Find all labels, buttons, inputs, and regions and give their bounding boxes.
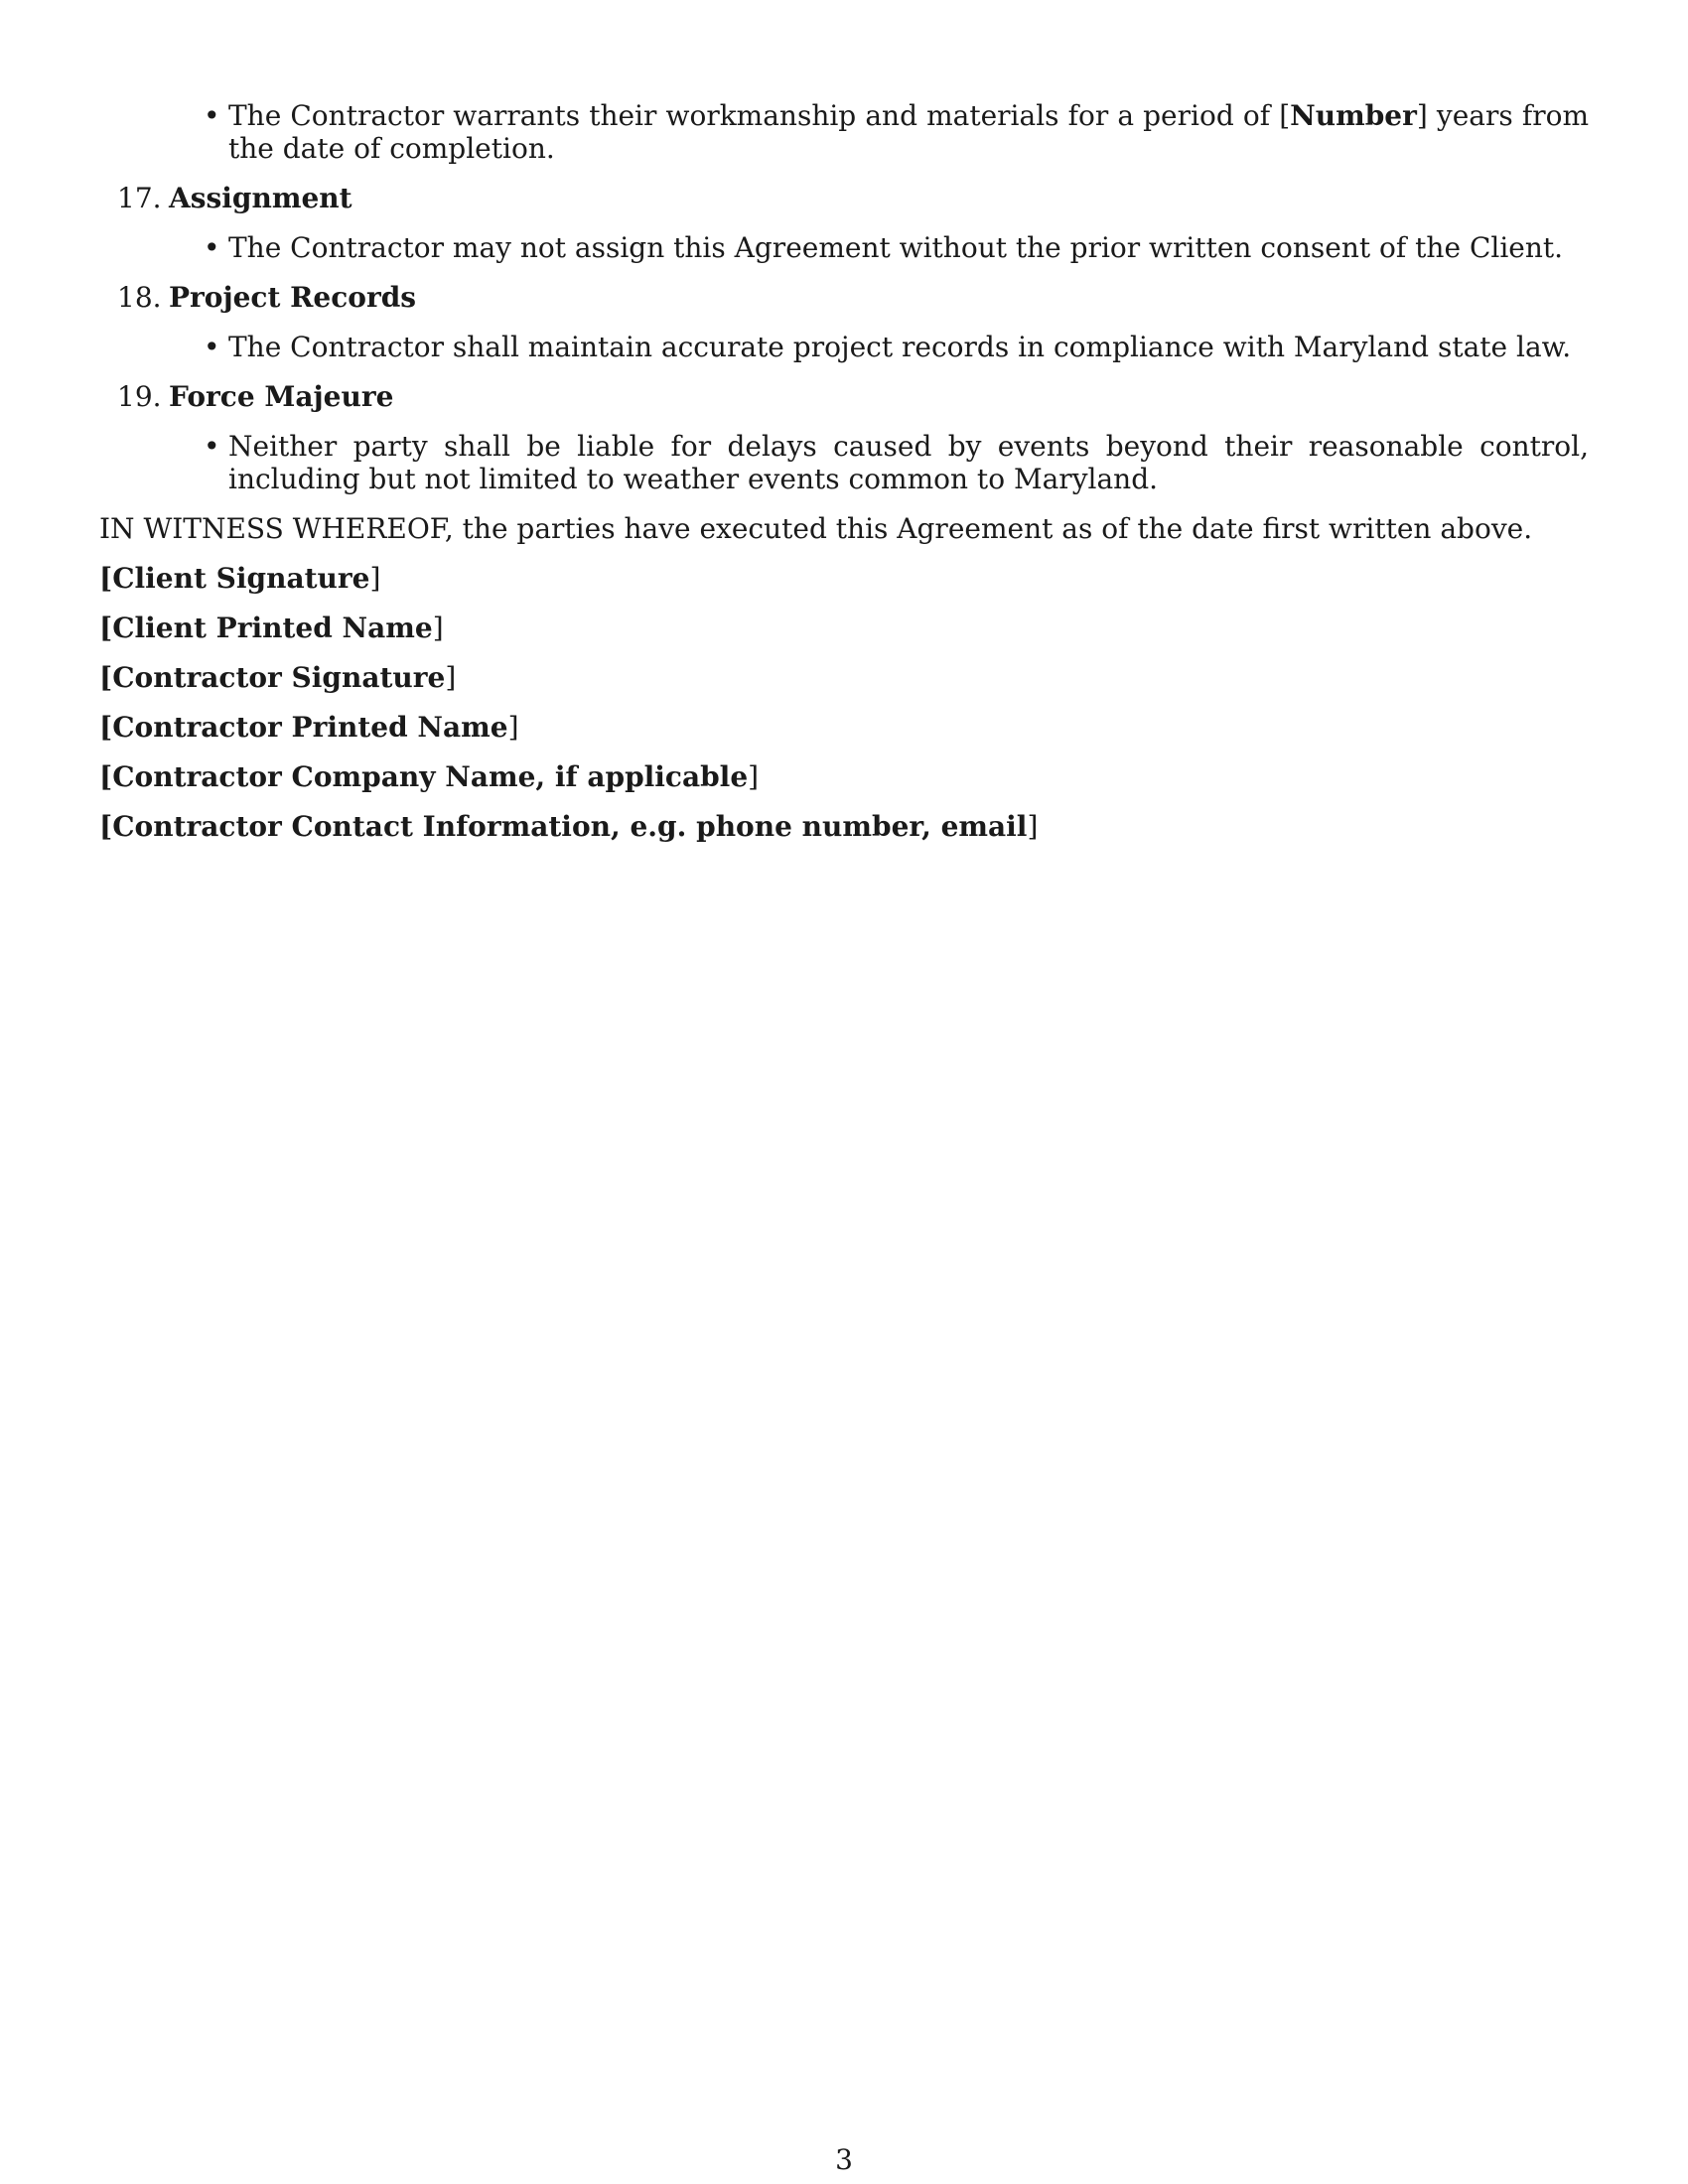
bullet-text: Neither party shall be liable for delays caused by events beyond their reasonable control, including but not limited to weather events common to Maryland. [228, 430, 1589, 495]
client-signature-label: Client Signature [112, 562, 370, 595]
section-17-bullet [99, 231, 1589, 264]
contractor-company-line: [Contractor Company Name, if applicable] [99, 760, 760, 793]
contractor-contact-label: Contractor Contact Information, e.g. phone number, email [112, 810, 1028, 843]
section-18-heading [99, 281, 1589, 314]
warranty-bullet: • The Contractor warrants their workmanship and materials for a period of [Number] years from the date of completion. [204, 99, 1590, 165]
page-number: 3 [835, 2143, 853, 2176]
section-19-heading [99, 380, 1589, 413]
section-17-heading [99, 182, 1589, 214]
warranty-number-placeholder: Number [1290, 99, 1417, 132]
section-19-bullet [99, 430, 1589, 495]
contractor-printed-name-label: Contractor Printed Name [112, 711, 508, 744]
contractor-company-label: Contractor Company Name, if applicable [112, 760, 749, 793]
bullet-icon: • [204, 430, 220, 463]
contractor-contact-line: [Contractor Contact Information, e.g. phone number, email] [99, 810, 1039, 843]
witness-clause: IN WITNESS WHEREOF, the parties have executed this Agreement as of the date first written above. [99, 512, 1533, 545]
warranty-text-prefix: The Contractor warrants their workmanship and materials for a period of [228, 99, 1280, 132]
client-signature-line: [Client Signature] [99, 562, 381, 595]
section-18-bullet [99, 331, 1589, 363]
bullet-icon: • [204, 331, 220, 363]
contractor-signature-line: [Contractor Signature] [99, 661, 457, 694]
document-body [99, 99, 1589, 843]
bullet-text: The Contractor may not assign this Agreement without the prior written consent of the Client. [228, 231, 1564, 264]
section-title: Assignment [169, 182, 352, 214]
warranty-text-suffix: years from the date of completion. [228, 99, 1590, 165]
section-title: Force Majeure [169, 380, 394, 413]
bullet-icon: • [204, 99, 220, 132]
client-printed-name-label: Client Printed Name [112, 612, 433, 644]
contractor-signature-label: Contractor Signature [112, 661, 446, 694]
bullet-icon: • [204, 231, 220, 264]
section-number: 18. [117, 281, 162, 314]
contractor-printed-name-line: [Contractor Printed Name] [99, 711, 519, 744]
client-printed-name-line: [Client Printed Name] [99, 612, 444, 644]
section-number: 19. [117, 380, 162, 413]
section-number: 17. [117, 182, 162, 214]
bullet-text: The Contractor shall maintain accurate project records in compliance with Maryland state law. [228, 331, 1572, 363]
section-title: Project Records [169, 281, 417, 314]
